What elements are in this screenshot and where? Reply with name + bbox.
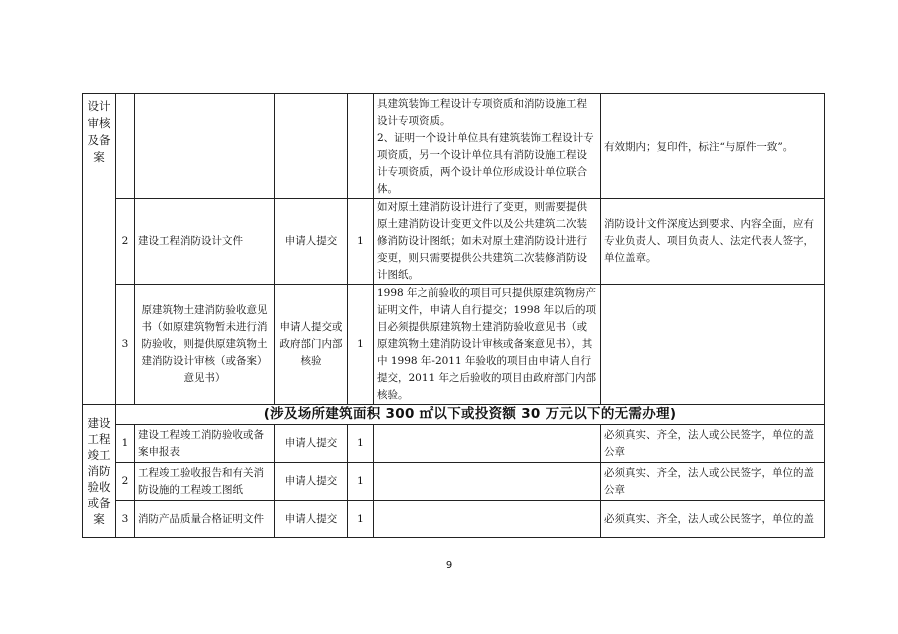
material-cell: 原建筑物土建消防验收意见书（如原建筑物暂未进行消防验收，则提供原建筑物土建消防设计审核（或备案）意见书）	[135, 285, 275, 405]
table-row	[83, 425, 825, 463]
category-cell	[83, 405, 116, 538]
standard-cell	[601, 94, 825, 199]
requirements-cell	[374, 463, 601, 501]
requirements-cell	[374, 501, 601, 538]
standard-text: 有效期内；复印件，标注“与原件一致”。	[604, 140, 794, 153]
standard-cell: 必须真实、齐全，法人或公民签字，单位的盖公章	[601, 463, 825, 501]
number-cell: 3	[116, 501, 135, 538]
number-cell: 2	[116, 199, 135, 285]
count-cell: 1	[348, 463, 374, 501]
requirements-text: 具建筑装饰工程设计专项资质和消防设施工程设计专项资质。 2、证明一个设计单位具有建筑装饰工程设计专项资质，另一个设计单位具有消防设施工程设计专项资质，两个设计单位形成设计单位联合体。	[377, 98, 594, 195]
number-cell: 3	[116, 285, 135, 405]
material-cell: 建设工程消防设计文件	[135, 199, 275, 285]
requirements-table	[82, 93, 825, 538]
mode-cell: 申请人提交	[275, 425, 348, 463]
mode-cell: 申请人提交	[275, 199, 348, 285]
mode-cell: 申请人提交	[275, 463, 348, 501]
table-row	[83, 463, 825, 501]
mode-cell: 申请人提交或政府部门内部核验	[275, 285, 348, 405]
table-row	[83, 405, 825, 425]
requirements-cell	[374, 94, 601, 199]
material-cell: 建设工程竣工消防验收或备案申报表	[135, 425, 275, 463]
mode-cell: 申请人提交	[275, 501, 348, 538]
notice-banner: (涉及场所建筑面积 300 ㎡以下或投资额 30 万元以下的无需办理)	[116, 405, 825, 425]
category-cell	[83, 94, 116, 405]
page-number: 9	[445, 560, 453, 571]
material-cell: 工程竣工验收报告和有关消防设施的工程竣工图纸	[135, 463, 275, 501]
category-label: 建设工程竣工消防验收或备案	[87, 416, 111, 526]
requirements-cell: 如对原土建消防设计进行了变更，则需要提供原土建消防设计变更文件以及公共建筑二次装修消防设计图纸；如未对原土建消防设计进行变更，则只需要提供公共建筑二次装修消防设计图纸。	[374, 199, 601, 285]
table-row	[83, 501, 825, 538]
count-cell: 1	[348, 425, 374, 463]
standard-cell: 消防设计文件深度达到要求、内容全面，应有专业负责人、项目负责人、法定代表人签字，单位盖章。	[601, 199, 825, 285]
standard-cell	[601, 285, 825, 405]
category-label: 设计审核及备案	[87, 99, 111, 164]
requirements-cell: 1998 年之前验收的项目可只提供原建筑物房产证明文件，申请人自行提交；1998 年以后的项目必须提供原建筑物土建消防验收意见书（或原建筑物土建消防设计审核或备案意见书），其中 1998 年-2011 年验收的项目由申请人自行提交，2011 年之后验收的项目由政府部门内部核验。	[374, 285, 601, 405]
table-row	[83, 199, 825, 285]
table-row	[83, 94, 825, 199]
count-cell	[348, 94, 374, 199]
count-cell: 1	[348, 501, 374, 538]
standard-cell: 必须真实、齐全，法人或公民签字，单位的盖公章	[601, 425, 825, 463]
count-cell: 1	[348, 285, 374, 405]
number-cell: 2	[116, 463, 135, 501]
material-cell	[135, 94, 275, 199]
mode-cell	[275, 94, 348, 199]
table-row	[83, 285, 825, 405]
number-cell: 1	[116, 425, 135, 463]
number-cell	[116, 94, 135, 199]
material-cell: 消防产品质量合格证明文件	[135, 501, 275, 538]
standard-cell: 必须真实、齐全，法人或公民签字，单位的盖	[601, 501, 825, 538]
requirements-cell	[374, 425, 601, 463]
count-cell: 1	[348, 199, 374, 285]
